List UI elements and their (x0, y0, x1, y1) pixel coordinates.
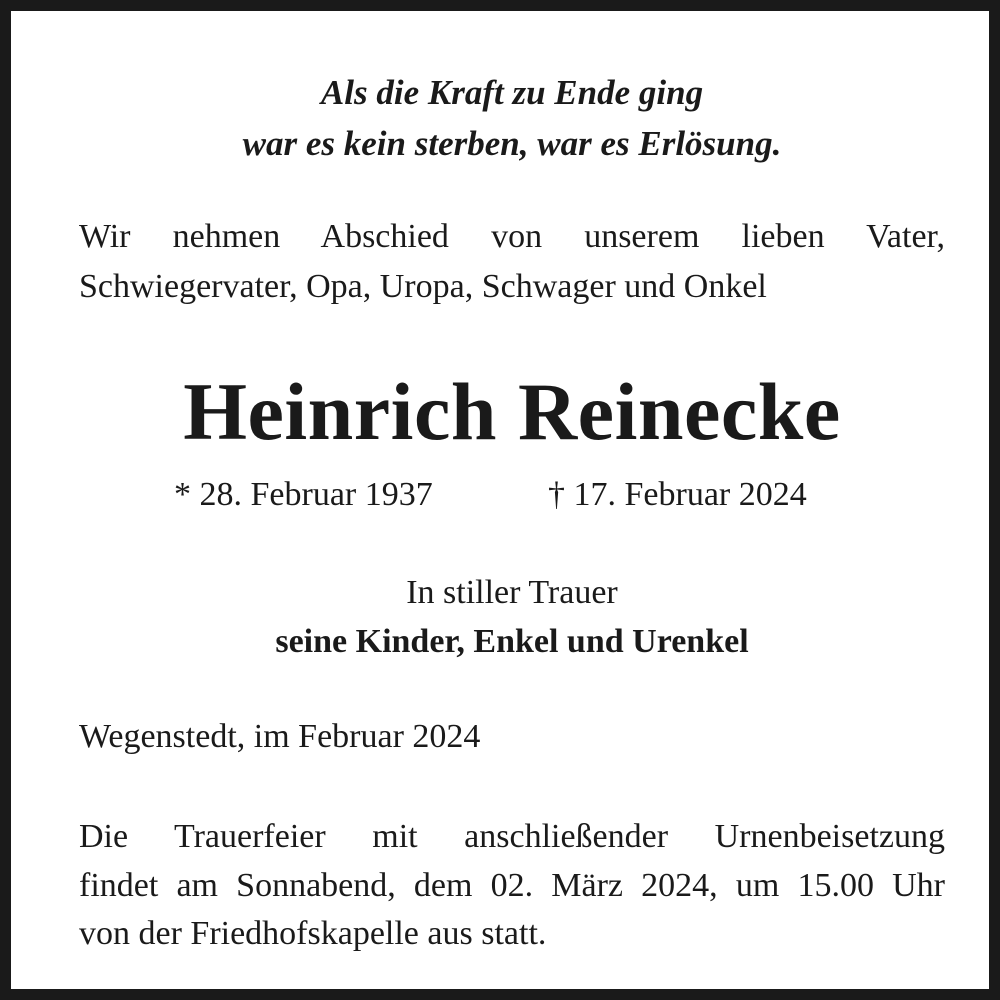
service-line-2: findet am Sonnabend, dem 02. März 2024, um 15.00 Uhr (79, 867, 945, 904)
birth-date: * 28. Februar 1937 (174, 476, 433, 513)
mourning-line: In stiller Trauer (406, 574, 618, 611)
motto-line-2: war es kein sterben, war es Erlösung. (242, 124, 782, 163)
mourners: seine Kinder, Enkel und Urenkel (275, 623, 749, 660)
service-line-3: von der Friedhofskapelle aus statt. (79, 915, 547, 952)
intro-line-2: Schwiegervater, Opa, Uropa, Schwager und Onkel (79, 268, 767, 305)
motto-line-1: Als die Kraft zu Ende ging (320, 73, 704, 112)
death-date: † 17. Februar 2024 (548, 476, 807, 513)
deceased-name: Heinrich Reinecke (183, 366, 841, 457)
place-date: Wegenstedt, im Februar 2024 (79, 718, 481, 755)
service-line-1: Die Trauerfeier mit anschließender Urnenbeisetzung (79, 818, 945, 855)
intro-line-1: Wir nehmen Abschied von unserem lieben Vater, (79, 218, 945, 255)
